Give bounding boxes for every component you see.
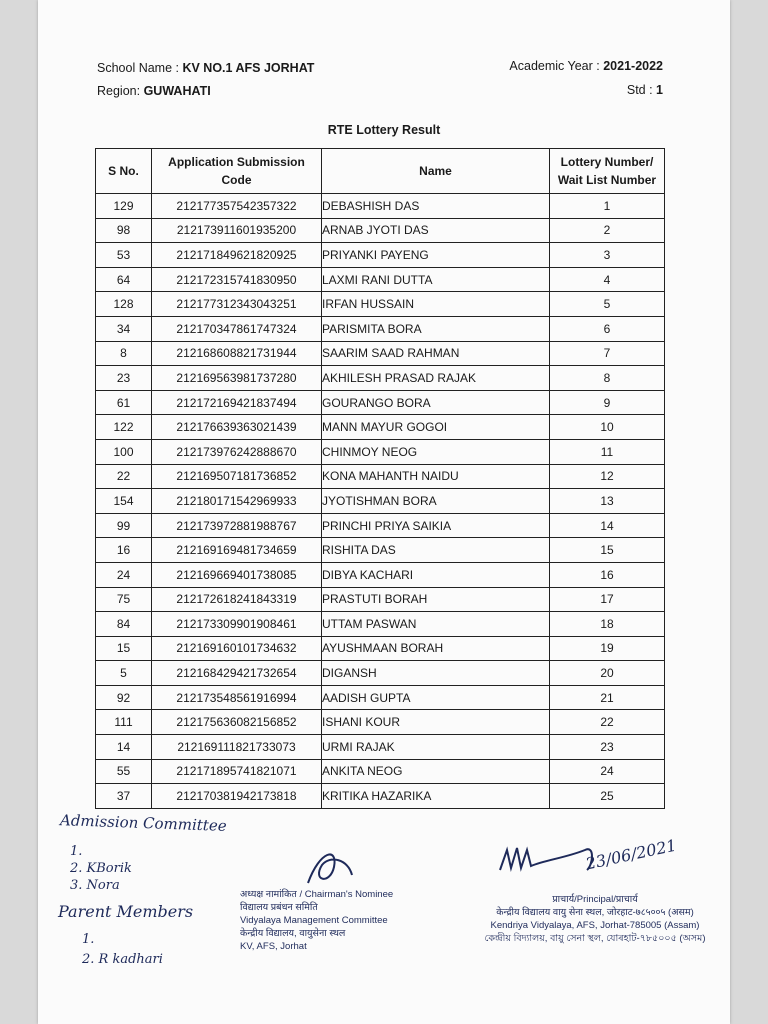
- cell-name: UTTAM PASWAN: [322, 612, 550, 637]
- parent-member: 2. R kadhari: [82, 952, 163, 967]
- cell-name: PRIYANKI PAYENG: [322, 243, 550, 268]
- cell-sno: 55: [96, 759, 152, 784]
- cell-lottery-number: 8: [550, 366, 665, 391]
- cell-lottery-number: 7: [550, 341, 665, 366]
- cell-lottery-number: 3: [550, 243, 665, 268]
- cell-lottery-number: 21: [550, 685, 665, 710]
- cell-code: 212170381942173818: [152, 784, 322, 809]
- table-row: [96, 661, 665, 686]
- document-title: RTE Lottery Result: [327, 123, 441, 137]
- table-row: [96, 341, 665, 366]
- parent-member: 1.: [82, 932, 95, 947]
- standard: Std : 1: [626, 83, 663, 97]
- cell-name: PRASTUTI BORAH: [322, 587, 550, 612]
- table-row: [96, 292, 665, 317]
- cell-sno: 61: [96, 390, 152, 415]
- table-row: [96, 513, 665, 538]
- parent-members-list: [82, 930, 163, 970]
- table-row: [96, 784, 665, 809]
- cell-sno: 24: [96, 562, 152, 587]
- cell-lottery-number: 25: [550, 784, 665, 809]
- table-row: [96, 759, 665, 784]
- cell-lottery-number: 9: [550, 390, 665, 415]
- cell-lottery-number: 14: [550, 513, 665, 538]
- cell-sno: 23: [96, 366, 152, 391]
- cell-lottery-number: 19: [550, 636, 665, 661]
- cell-lottery-number: 16: [550, 562, 665, 587]
- school-name: School Name : KV NO.1 AFS JORHAT: [97, 61, 315, 75]
- table-row: [96, 218, 665, 243]
- column-header-code: Application Submission Code: [152, 149, 322, 194]
- cell-sno: 34: [96, 316, 152, 341]
- cell-sno: 154: [96, 489, 152, 514]
- table-row: [96, 562, 665, 587]
- cell-name: PARISMITA BORA: [322, 316, 550, 341]
- cell-name: SAARIM SAAD RAHMAN: [322, 341, 550, 366]
- cell-lottery-number: 13: [550, 489, 665, 514]
- cell-sno: 128: [96, 292, 152, 317]
- table-row: [96, 685, 665, 710]
- cell-sno: 75: [96, 587, 152, 612]
- cell-name: DEBASHISH DAS: [322, 194, 550, 219]
- table-row: [96, 735, 665, 760]
- table-row: [96, 415, 665, 440]
- cell-lottery-number: 22: [550, 710, 665, 735]
- cell-name: URMI RAJAK: [322, 735, 550, 760]
- cell-name: PRINCHI PRIYA SAIKIA: [322, 513, 550, 538]
- cell-sno: 5: [96, 661, 152, 686]
- admission-committee-members: [70, 843, 132, 894]
- cell-code: 212177312343043251: [152, 292, 322, 317]
- cell-code: 212169563981737280: [152, 366, 322, 391]
- cell-name: CHINMOY NEOG: [322, 439, 550, 464]
- table-row: [96, 587, 665, 612]
- table-row: [96, 194, 665, 219]
- cell-lottery-number: 23: [550, 735, 665, 760]
- cell-code: 212168429421732654: [152, 661, 322, 686]
- cell-sno: 98: [96, 218, 152, 243]
- cell-lottery-number: 24: [550, 759, 665, 784]
- cell-sno: 8: [96, 341, 152, 366]
- cell-sno: 37: [96, 784, 152, 809]
- cell-name: KRITIKA HAZARIKA: [322, 784, 550, 809]
- lottery-result-table: [95, 148, 665, 809]
- cell-code: 212172169421837494: [152, 390, 322, 415]
- table-row: [96, 710, 665, 735]
- cell-code: 212173972881988767: [152, 513, 322, 538]
- cell-code: 212172618241843319: [152, 587, 322, 612]
- table-row: [96, 316, 665, 341]
- cell-lottery-number: 18: [550, 612, 665, 637]
- principal-stamp: प्राचार्य/Principal/प्राचार्य केन्द्रीय विद्यालय वायु सेना स्थल, जोरहाट-७८५००५ (असम) Kendriya Vidyalaya, AFS, Jorhat-785005 (Assam) কেন্দ্ৰীয় বিদ্যালয়, বায়ু সেনা স্থল, যোৰহাট-৭৮৫০০৫ (অসম): [484, 894, 706, 944]
- cell-code: 212175636082156852: [152, 710, 322, 735]
- cell-name: DIGANSH: [322, 661, 550, 686]
- cell-name: IRFAN HUSSAIN: [322, 292, 550, 317]
- table-row: [96, 390, 665, 415]
- admission-committee-heading: Admission Committee: [59, 811, 227, 835]
- cell-name: JYOTISHMAN BORA: [322, 489, 550, 514]
- table-row: [96, 489, 665, 514]
- cell-name: AYUSHMAAN BORAH: [322, 636, 550, 661]
- cell-name: RISHITA DAS: [322, 538, 550, 563]
- column-header-lottery: Lottery Number/ Wait List Number: [550, 149, 665, 194]
- cell-lottery-number: 5: [550, 292, 665, 317]
- cell-name: ARNAB JYOTI DAS: [322, 218, 550, 243]
- cell-code: 212170347861747324: [152, 316, 322, 341]
- cell-code: 212169160101734632: [152, 636, 322, 661]
- table-row: [96, 267, 665, 292]
- table-row: [96, 538, 665, 563]
- admission-member: 3. Nora: [70, 878, 120, 893]
- column-header-name: Name: [322, 149, 550, 194]
- cell-sno: 122: [96, 415, 152, 440]
- cell-sno: 64: [96, 267, 152, 292]
- cell-lottery-number: 6: [550, 316, 665, 341]
- academic-year: Academic Year : 2021-2022: [509, 59, 663, 73]
- cell-code: 212172315741830950: [152, 267, 322, 292]
- cell-sno: 92: [96, 685, 152, 710]
- cell-code: 212168608821731944: [152, 341, 322, 366]
- cell-code: 212169169481734659: [152, 538, 322, 563]
- cell-lottery-number: 15: [550, 538, 665, 563]
- cell-sno: 129: [96, 194, 152, 219]
- cell-code: 212173976242888670: [152, 439, 322, 464]
- table-row: [96, 464, 665, 489]
- cell-sno: 22: [96, 464, 152, 489]
- cell-sno: 53: [96, 243, 152, 268]
- cell-name: DIBYA KACHARI: [322, 562, 550, 587]
- column-header-sno: S No.: [96, 149, 152, 194]
- cell-sno: 84: [96, 612, 152, 637]
- parent-members-heading: Parent Members: [58, 902, 194, 921]
- cell-name: AKHILESH PRASAD RAJAK: [322, 366, 550, 391]
- cell-code: 212173309901908461: [152, 612, 322, 637]
- table-header-row: [96, 149, 665, 194]
- cell-sno: 100: [96, 439, 152, 464]
- admission-member: 1.: [70, 844, 83, 859]
- cell-code: 212169111821733073: [152, 735, 322, 760]
- cell-name: MANN MAYUR GOGOI: [322, 415, 550, 440]
- cell-lottery-number: 12: [550, 464, 665, 489]
- region: Region: GUWAHATI: [97, 84, 211, 98]
- table-row: [96, 612, 665, 637]
- cell-lottery-number: 11: [550, 439, 665, 464]
- table-row: [96, 636, 665, 661]
- table-row: [96, 366, 665, 391]
- table-row: [96, 439, 665, 464]
- cell-code: 212173911601935200: [152, 218, 322, 243]
- cell-sno: 15: [96, 636, 152, 661]
- cell-name: KONA MAHANTH NAIDU: [322, 464, 550, 489]
- cell-lottery-number: 17: [550, 587, 665, 612]
- table-row: [96, 243, 665, 268]
- cell-code: 212180171542969933: [152, 489, 322, 514]
- cell-name: ANKITA NEOG: [322, 759, 550, 784]
- sign-date: 23/06/2021: [584, 835, 679, 874]
- cell-lottery-number: 20: [550, 661, 665, 686]
- chairman-signature: [300, 845, 360, 890]
- cell-sno: 14: [96, 735, 152, 760]
- cell-code: 212177357542357322: [152, 194, 322, 219]
- cell-name: GOURANGO BORA: [322, 390, 550, 415]
- cell-code: 212169507181736852: [152, 464, 322, 489]
- cell-lottery-number: 4: [550, 267, 665, 292]
- cell-code: 212173548561916994: [152, 685, 322, 710]
- cell-name: LAXMI RANI DUTTA: [322, 267, 550, 292]
- cell-lottery-number: 2: [550, 218, 665, 243]
- admission-member: 2. KBorik: [70, 861, 132, 876]
- chairman-stamp: अध्यक्ष नामांकित / Chairman's Nominee विद्यालय प्रबंधन समिति Vidyalaya Management Committee केन्द्रीय विद्यालय, वायुसेना स्थल KV, AFS, Jorhat: [240, 889, 394, 952]
- cell-code: 212171895741821071: [152, 759, 322, 784]
- cell-sno: 99: [96, 513, 152, 538]
- cell-code: 212171849621820925: [152, 243, 322, 268]
- cell-code: 212176639363021439: [152, 415, 322, 440]
- cell-lottery-number: 10: [550, 415, 665, 440]
- cell-lottery-number: 1: [550, 194, 665, 219]
- cell-sno: 16: [96, 538, 152, 563]
- cell-name: ISHANI KOUR: [322, 710, 550, 735]
- cell-code: 212169669401738085: [152, 562, 322, 587]
- cell-sno: 111: [96, 710, 152, 735]
- cell-name: AADISH GUPTA: [322, 685, 550, 710]
